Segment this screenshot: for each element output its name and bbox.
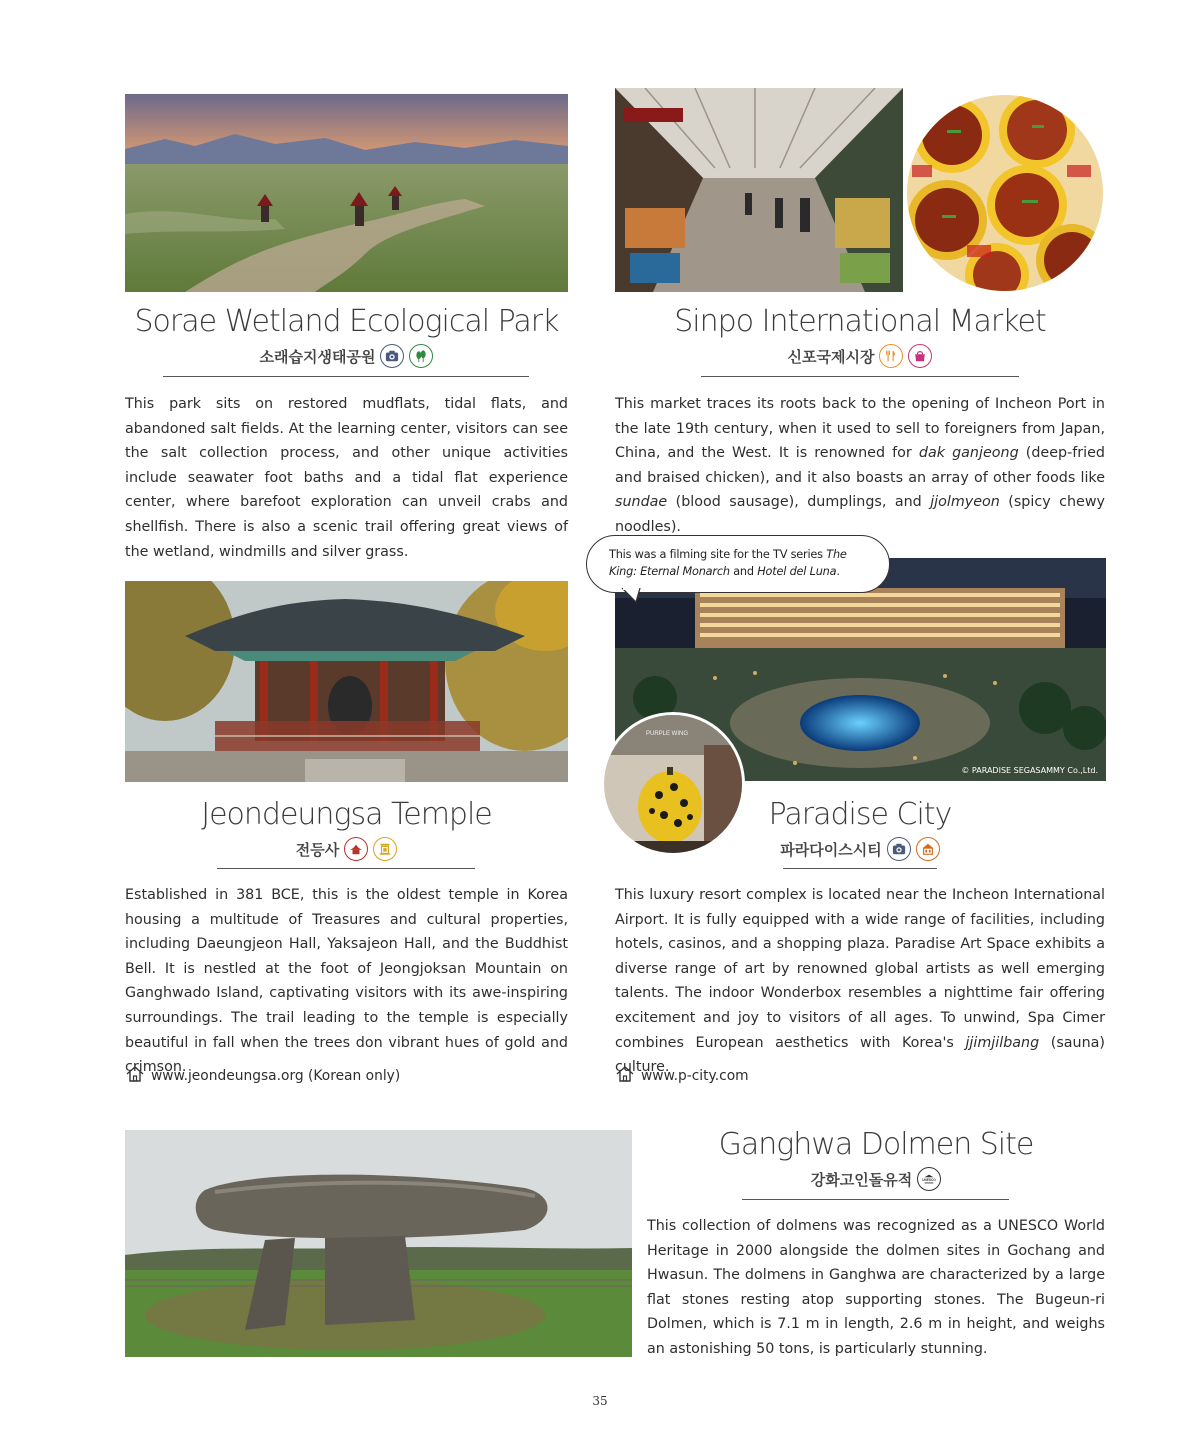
ganghwa-dolmen-photo [125,1130,632,1357]
sinpo-term-dak-ganjeong: dak ganjeong [918,445,1019,462]
home-icon [125,1065,145,1087]
paradise-divider [783,868,937,869]
sinpo-title: Sinpo International Market [674,304,1046,339]
sinpo-term-jjolmyeon: jjolmyeon [930,494,1000,511]
ganghwa-divider [742,1199,1009,1200]
callout-tail [618,588,658,608]
callout-text-2: and [729,565,758,578]
purple-wing-sign: PURPLE WING [646,731,689,737]
sorae-korean-label: 소래습지생태공원 [259,347,376,366]
heritage-icon [373,837,397,861]
paradise-website-link[interactable] [615,1065,749,1087]
paradise-korean-name [760,837,960,861]
jeondeungsa-korean-label: 전등사 [295,840,340,859]
camera-icon [380,344,404,368]
ganghwa-korean-name [647,1167,1105,1191]
ganghwa-korean-label: 강화고인돌유적 [810,1170,913,1189]
pumpkin-sculpture-photo [601,712,745,856]
camera-icon [887,837,911,861]
paradise-copyright: © PARADISE SEGASAMMY Co.,Ltd. [961,766,1098,775]
callout-series-1: The King: Eternal Monarch [609,548,847,578]
sinpo-description [615,392,1105,540]
sinpo-korean-name [615,344,1105,368]
jeondeungsa-title: Jeondeungsa Temple [201,797,492,832]
unesco-icon [917,1167,941,1191]
sinpo-food-photo [907,95,1103,291]
callout-series-2: Hotel del Luna [757,565,837,578]
paradise-text-1: This luxury resort complex is located near the Incheon International Airport. It is fully equipped with a wide range of facilities, including hotels, casinos, and a shopping plaza. Paradise Art Space exhibits a diverse range of art by renowned global artists as well emerging talents. The indoor Wonderbox resembles a nighttime fair offering excitement and joy to visitors of all ages. To unwind, Spa Cimer combines European aesthetics with Korea's [615,887,1105,1051]
paradise-korean-label: 파라다이스시티 [780,840,882,859]
food-icon [879,344,903,368]
sinpo-korean-label: 신포국제시장 [787,347,875,366]
sinpo-text-3: (blood sausage), dumplings, and [667,494,931,511]
callout-text-3: . [836,565,840,578]
paradise-term-jjimjilbang: jjimjilbang [965,1034,1040,1051]
page-number: 35 [592,1394,608,1408]
sorae-description: This park sits on restored mudflats, tidal flats, and abandoned salt fields. At the learning center, visitors can see the salt collection process, and other unique activities include seawater foot baths and a tidal flat experience center, where barefoot exploration can unveil crabs and shellfish. There is also a scenic trail offering great views of the wetland, windmills and silver grass. [125,396,568,560]
sinpo-market-photo [615,88,903,292]
temple-icon [344,837,368,861]
jeondeungsa-divider [217,868,475,869]
sorae-divider [163,376,529,377]
jeondeungsa-website-link[interactable] [125,1065,400,1087]
paradise-url[interactable]: www.p-city.com [641,1068,749,1084]
sinpo-text-4: (spicy chewy noodles). [615,494,1105,535]
jeondeungsa-temple-photo [125,581,568,782]
ganghwa-description: This collection of dolmens was recognized as a UNESCO World Heritage in 2000 alongside the dolmen sites in Gochang and Hwasun. The dolmens in Ganghwa are characterized by a large flat stones resting atop supporting stones. The Bugeun-ri Dolmen, which is 7.1 m in length, 2.6 m in height, and weighs an astonishing 50 tons, is particularly stunning. [647,1218,1105,1357]
ganghwa-title: Ganghwa Dolmen Site [718,1127,1034,1162]
unesco-icon-label: UNESCO [922,1178,936,1183]
paradise-title: Paradise City [768,797,952,832]
callout-text-1: This was a filming site for the TV series [609,548,827,561]
sinpo-divider [701,376,1019,377]
sinpo-text-1: This market traces its roots back to the opening of Incheon Port in the late 19th century, when it used to sell to foreigners from Japan, China, and the West. It is renowned for [615,396,1105,462]
sorae-korean-name [125,344,568,368]
shopping-icon [908,344,932,368]
home-icon [615,1065,635,1087]
paradise-text-2: (sauna) culture. [615,1034,1105,1076]
jeondeungsa-description: Established in 381 BCE, this is the oldest temple in Korea housing a multitude of Treasures and cultural properties, including Daeungjeon Hall, Yaksajeon Hall, and the Buddhist Bell. It is nestled at the foot of Jeongjoksan Mountain on Ganghwado Island, captivating visitors with its awe-inspiring surroundings. The trail leading to the temple is especially beautiful in fall when the trees don vibrant hues of gold and crimson. [125,887,568,1076]
nature-icon [409,344,433,368]
resort-icon [916,837,940,861]
jeondeungsa-url[interactable]: www.jeondeungsa.org (Korean only) [151,1068,401,1084]
sorae-title: Sorae Wetland Ecological Park [134,304,559,339]
sinpo-text-2: (deep-fried and braised chicken), and it also boasts an array of other foods like [615,445,1105,486]
jeondeungsa-korean-name [125,837,568,861]
sinpo-term-sundae: sundae [615,494,668,511]
paradise-description [615,883,1105,1080]
filming-site-callout [586,535,890,593]
sorae-wetland-photo [125,94,568,292]
